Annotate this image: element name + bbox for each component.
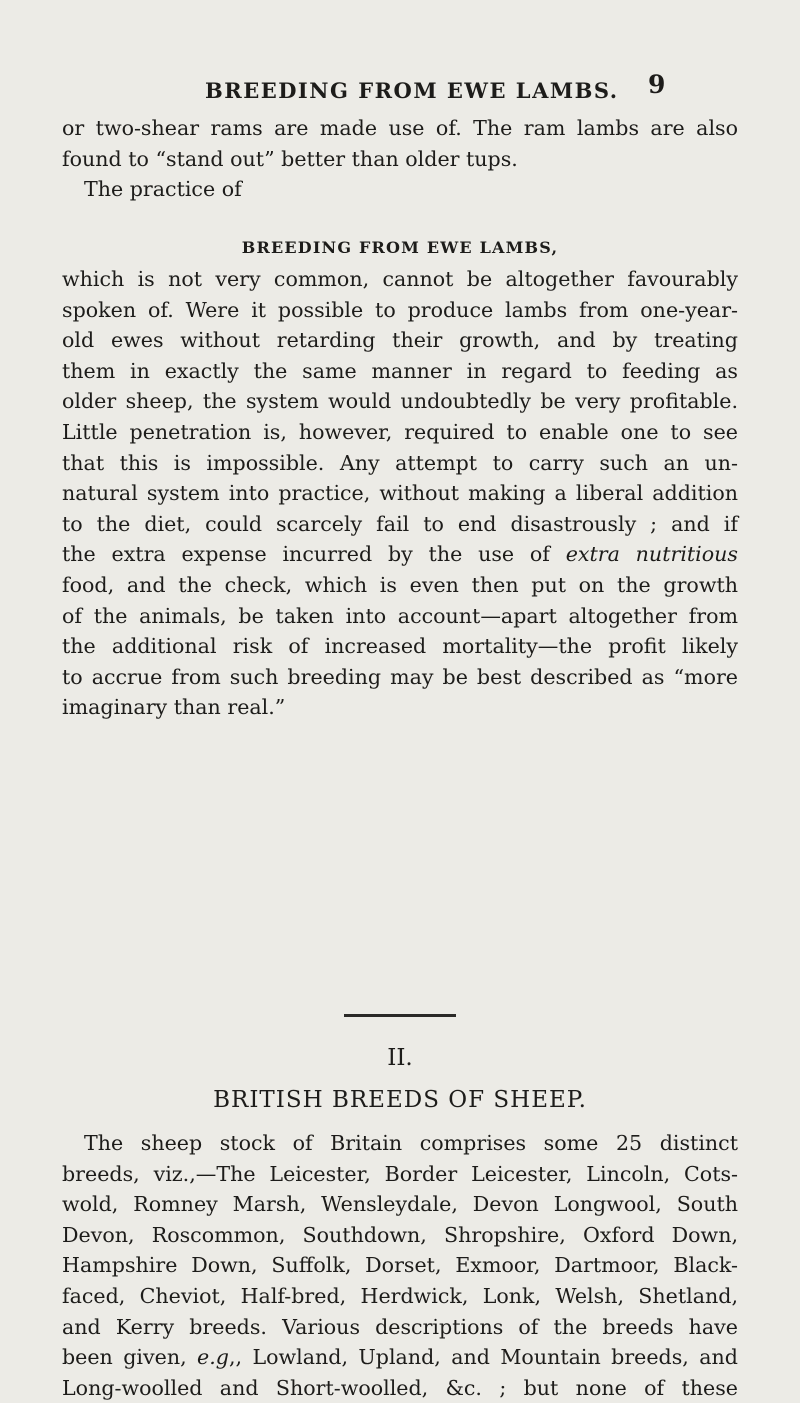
text-line: food, and the check, which is even then put on the growth [62,572,738,597]
text-line: Little penetration is, however, required to enable one to see [62,419,738,444]
text-line: The practice of [84,177,242,202]
text-line-with-italic [62,1342,738,1373]
text-line: natural system into practice, without making a liberal addition [62,481,738,506]
text-line: spoken of. Were it possible to produce lambs from one-year- [62,297,738,322]
text-line: Devon, Roscommon, Southdown, Shropshire, Oxford Down, [62,1222,738,1247]
paragraph-3 [62,1128,738,1403]
italic-phrase: extra nutritious [565,542,738,567]
text-line: to the diet, could scarcely fail to end disastrously ; and if [62,511,738,536]
text-line: that this is impossible. Any attempt to carry such an un- [62,450,738,475]
running-head [0,66,800,102]
text-line: and Kerry breeds. Various descriptions of the breeds have [62,1314,738,1339]
italic-phrase: e.g [197,1345,229,1370]
text-line: or two-shear rams are made use of. The ram lambs are also [62,116,738,140]
paragraph-1 [62,113,738,205]
text-line: imaginary than real.” [62,695,286,720]
text-line: to accrue from such breeding may be best described as “more [62,664,738,689]
section-divider-rule [344,1014,456,1017]
section-title: BRITISH BREEDS OF SHEEP. [213,1087,587,1113]
paragraph-2 [62,264,738,723]
text-line: found to “stand out” better than older tups. [62,146,518,171]
subheading: BREEDING FROM EWE LAMBS, [241,238,559,257]
text-segment: the extra expense incurred by the use of [62,542,566,567]
text-line: The sheep stock of Britain comprises some 25 distinct [84,1131,738,1155]
text-line: Hampshire Down, Suffolk, Dorset, Exmoor, Dartmoor, Black- [62,1253,738,1278]
page-number: 9 [648,70,666,99]
text-line: Long-woolled and Short-woolled, &c. ; but none of these [62,1375,738,1400]
text-line: breeds, viz.,—The Leicester, Border Leicester, Lincoln, Cots- [62,1161,738,1186]
section-number: II. [387,1045,413,1071]
text-line: old ewes without retarding their growth, and by treating [62,328,738,353]
text-line: faced, Cheviot, Half-bred, Herdwick, Lonk, Welsh, Shetland, [62,1283,738,1308]
text-line: wold, Romney Marsh, Wensleydale, Devon Longwool, South [62,1192,738,1217]
text-line-with-italic [62,539,738,570]
text-line: which is not very common, cannot be altogether favourably [62,267,738,291]
text-line: of the animals, be taken into account—apart altogether from [62,603,738,628]
text-segment: ,, Lowland, Upland, and Mountain breeds, and [228,1345,738,1370]
text-segment: been given, [62,1345,198,1370]
text-line: the additional risk of increased mortality—the profit likely [62,634,738,659]
text-line: older sheep, the system would undoubtedly be very profitable. [62,389,738,414]
text-line: them in exactly the same manner in regard to feeding as [62,358,738,383]
running-title: BREEDING FROM EWE LAMBS. [205,78,619,103]
